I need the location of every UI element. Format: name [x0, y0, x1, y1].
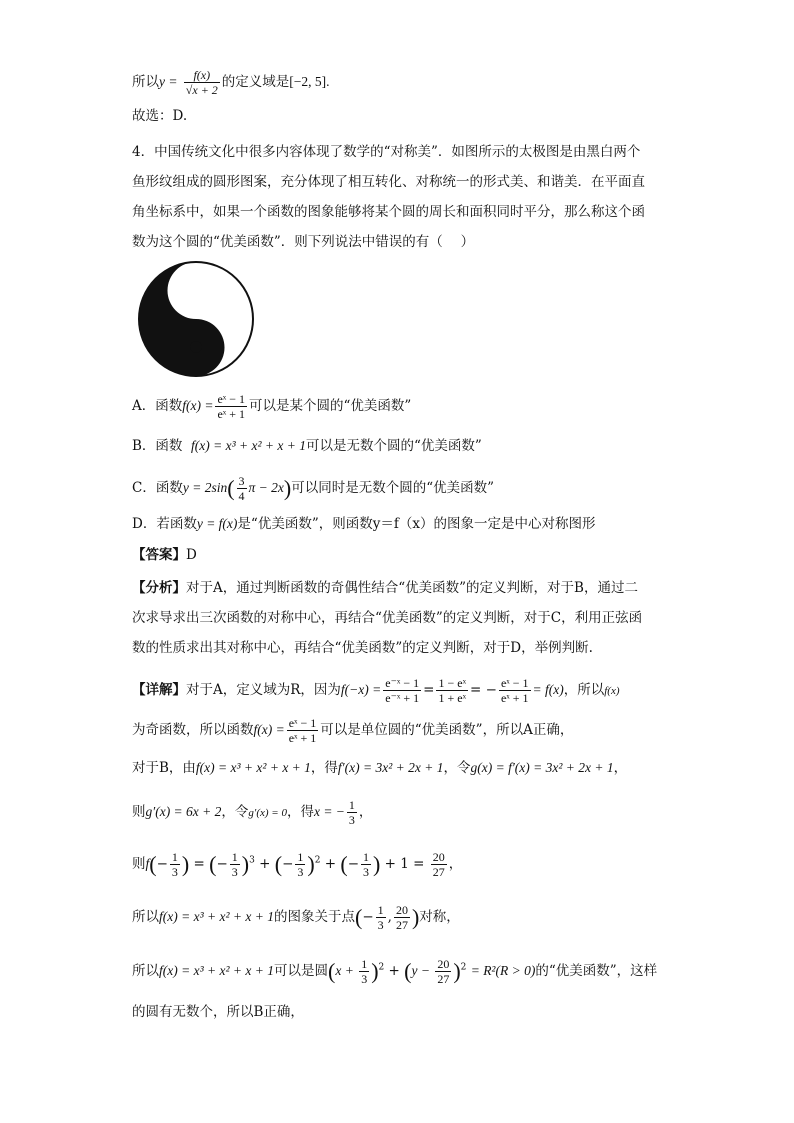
denominator: 1 + eˣ — [438, 691, 467, 705]
text: 可以是某个圆的“优美函数” — [249, 398, 412, 414]
paren: ) — [411, 904, 420, 930]
text: ， — [613, 760, 628, 776]
numerator: eˣ − 1 — [500, 676, 529, 690]
paren: ) — [181, 851, 190, 877]
paren: ) — [453, 958, 461, 984]
math: = R²(R > 0) — [470, 963, 536, 978]
fraction — [431, 850, 447, 879]
math: g′(x) = 0 — [248, 807, 287, 819]
math: f(x) — [604, 685, 620, 697]
line-choice: 故选：D. — [132, 108, 188, 124]
math: π − 2x — [248, 480, 284, 495]
text: 所以 — [132, 963, 159, 979]
question-4-line-3: 角坐标系中，如果一个函数的图象能够将某个圆的周长和面积同时平分，那么称这个函 — [132, 204, 645, 220]
text: D．若函数 — [132, 516, 197, 532]
question-4-line-1: 4．中国传统文化中很多内容体现了数学的“对称美”．如图所示的太极图是由黑白两个 — [132, 144, 641, 160]
paren: ( — [355, 904, 363, 930]
paren: ( — [340, 851, 348, 877]
detail-line-8: 的圆有无数个，所以B正确， — [132, 1004, 304, 1020]
denominator: 3 — [361, 972, 368, 986]
text: ，令 — [221, 804, 249, 820]
text: 对称， — [419, 909, 460, 925]
denominator: 3 — [297, 865, 304, 879]
paren: ( — [274, 851, 283, 877]
denominator: eˣ + 1 — [288, 731, 317, 745]
numerator: 20 — [432, 850, 445, 864]
option-c — [132, 474, 494, 503]
numerator: f(x) — [184, 68, 220, 83]
text: 可以同时是无数个圆的“优美函数” — [291, 480, 495, 496]
analysis-line-1 — [132, 578, 638, 598]
denominator: 27 — [395, 918, 408, 932]
text: 可以是单位圆的“优美函数”，所以A正确， — [320, 722, 574, 738]
math: f(x) = x³ + x² + x + 1 — [195, 760, 311, 775]
text: 对于B，由 — [132, 760, 196, 776]
detail-line-3 — [132, 758, 627, 778]
fraction — [435, 957, 451, 986]
text: 则 — [132, 804, 146, 820]
denominator: eˣ + 1 — [217, 407, 246, 421]
paren: ( — [149, 851, 157, 877]
text: 的“优美函数”，这样 — [535, 963, 658, 979]
fraction — [383, 676, 421, 705]
text: 可以是无数个圆的“优美函数” — [306, 438, 482, 454]
math: f(x) = — [253, 722, 285, 737]
text: C．函数 — [132, 480, 183, 496]
fraction — [361, 850, 371, 879]
denominator: 3 — [171, 865, 178, 879]
detail-tag: 【详解】 — [132, 682, 186, 698]
paren: ( — [227, 475, 235, 501]
numerator: 1 − eˣ — [438, 676, 467, 690]
taiji-figure — [137, 260, 255, 378]
analysis-line-3: 数的性质求出其对称中心，再结合“优美函数”的定义判断，对于D，举例判断. — [132, 640, 593, 656]
detail-line-4 — [132, 798, 372, 827]
text: 可以是圆 — [274, 963, 328, 979]
math: y − — [411, 963, 434, 978]
numerator: 1 — [297, 850, 304, 864]
numerator: 20 — [437, 957, 450, 971]
paren: ) — [241, 851, 250, 877]
text: 的定义域是 — [221, 74, 290, 90]
paren: ) — [373, 851, 381, 877]
denominator: 3 — [377, 918, 384, 932]
text: B．函数 — [132, 438, 183, 454]
text: 是“优美函数”，则函数y＝f（x）的图象一定是中心对称图形 — [237, 516, 596, 532]
fraction — [237, 474, 247, 503]
detail-line-6: 所以f(x) = x³ + x² + x + 1的图象关于点(− $\frac{1}{3}$ , $\frac{20}{27}$ )对称， — [132, 903, 460, 932]
math: y = 2sin — [182, 480, 228, 495]
fraction — [295, 850, 305, 879]
paren: ( — [209, 851, 217, 877]
paren: ( — [404, 958, 412, 984]
question-4-line-4: 数为这个圆的“优美函数”．则下列说法中错误的有（ ） — [132, 234, 475, 250]
numerator: 20 — [395, 903, 408, 917]
exponent: 3 — [249, 855, 255, 866]
exponent: 2 — [314, 855, 321, 866]
exponent: 2 — [460, 962, 467, 973]
text: 对于A，定义域为R，因为 — [186, 682, 341, 698]
text: 对于A，通过判断函数的奇偶性结合“优美函数”的定义判断，对于B，通过二 — [186, 580, 638, 596]
fraction — [436, 676, 468, 705]
fraction — [170, 850, 180, 879]
text: 则 — [132, 856, 146, 872]
math: x + — [335, 963, 358, 978]
answer-tag: 【答案】 — [132, 547, 186, 563]
math: f(−x) = — [340, 682, 382, 697]
answer-value: D — [186, 547, 197, 563]
math: f(x) = x³ + x² + x + 1 — [191, 438, 307, 453]
math: f′(x) = 3x² + 2x + 1 — [337, 760, 444, 775]
fraction — [347, 798, 357, 827]
paren: ) — [371, 958, 379, 984]
math: g′(x) = 6x + 2 — [145, 804, 222, 819]
text: ，得 — [286, 804, 314, 820]
line-domain-result — [132, 68, 330, 97]
numerator: 1 — [171, 850, 178, 864]
math: f(x) = — [182, 398, 214, 413]
paren: ) — [307, 851, 315, 877]
text: 为奇函数，所以函数 — [132, 722, 254, 738]
text: A．函数 — [132, 398, 183, 414]
text: ，令 — [443, 760, 471, 776]
numerator: 1 — [361, 957, 368, 971]
exponent: 2 — [378, 962, 385, 973]
detail-line-5: 则f(− $\frac{1}{3}$ ) = (− $\frac{1}{3}$ )$^3$ + (− $\frac{1}{3}$ )$^2$ + (− $\frac{1}{3}$ ) + 1 = $\frac{20}{27}$ ， — [132, 850, 463, 879]
math: f(x) = x³ + x² + x + 1 — [159, 909, 274, 924]
denominator: 3 — [363, 865, 369, 879]
text: 的图象关于点 — [274, 909, 355, 925]
text: 所以 — [132, 909, 159, 925]
numerator: 3 — [238, 474, 245, 488]
numerator: eˣ − 1 — [288, 716, 317, 730]
math: y = — [159, 74, 178, 89]
text: ，所以 — [563, 682, 605, 698]
denominator: 3 — [348, 813, 355, 827]
analysis-tag: 【分析】 — [132, 580, 186, 596]
analysis-line-2: 次求导求出三次函数的对称中心，再结合“优美函数”的定义判断，对于C，利用正弦函 — [132, 610, 643, 626]
answer-line — [132, 545, 197, 565]
question-4-line-2: 鱼形纹组成的圆形图案，充分体现了相互转化、对称统一的形式美、和谐美．在平面直 — [132, 174, 645, 190]
text: 所以 — [132, 74, 159, 90]
denominator: 3 — [231, 865, 238, 879]
option-a — [132, 392, 411, 421]
math: f(x) = x³ + x² + x + 1 — [159, 963, 274, 978]
numerator: e⁻ˣ − 1 — [385, 676, 420, 690]
option-d — [132, 514, 595, 534]
detail-line-2 — [132, 716, 573, 745]
numerator: eˣ − 1 — [217, 392, 246, 406]
denominator: eˣ + 1 — [500, 691, 529, 705]
denominator: 4 — [238, 489, 245, 503]
fraction — [499, 676, 531, 705]
paren: ) — [283, 475, 292, 501]
fraction — [215, 392, 247, 421]
fraction — [376, 903, 386, 932]
numerator: 1 — [348, 798, 355, 812]
numerator: 1 — [377, 903, 384, 917]
denominator: 27 — [432, 865, 445, 879]
option-b — [132, 436, 482, 456]
math: g(x) = f′(x) = 3x² + 2x + 1 — [470, 760, 614, 775]
text: ， — [358, 804, 373, 820]
fraction — [394, 903, 410, 932]
numerator: 1 — [231, 850, 238, 864]
fraction — [359, 957, 369, 986]
detail-line-1: 【详解】对于A，定义域为R，因为f(−x) = $\frac{\text{e⁻ˣ − 1}}{\text{e⁻ˣ + 1}}$ = $\frac{\text{1 − eˣ}}{\text{1 + eˣ}}$ = − $\frac{\text{eˣ − 1}}{\text{eˣ + 1}}$ = f(x)，所以f(x) — [132, 676, 620, 705]
numerator: 1 — [363, 850, 369, 864]
interval: [−2, 5]. — [289, 74, 330, 89]
math: = f(x) — [532, 682, 564, 697]
fraction — [184, 68, 220, 97]
math: f — [145, 856, 150, 871]
detail-line-7: 所以f(x) = x³ + x² + x + 1可以是圆(x + $\frac{1}{3}$ )$^2$ + (y − $\frac{20}{27}$ )$^2$ = R²(R > 0)的“优美函数”，这样 — [132, 957, 658, 986]
fraction — [230, 850, 240, 879]
denominator: 27 — [437, 972, 450, 986]
math: x = − — [313, 804, 345, 819]
math: y = f(x) — [196, 516, 238, 531]
text: ，得 — [310, 760, 338, 776]
fraction — [287, 716, 319, 745]
denominator: e⁻ˣ + 1 — [385, 691, 420, 705]
denominator: √x + 2 — [185, 83, 218, 97]
paren: ( — [328, 958, 336, 984]
